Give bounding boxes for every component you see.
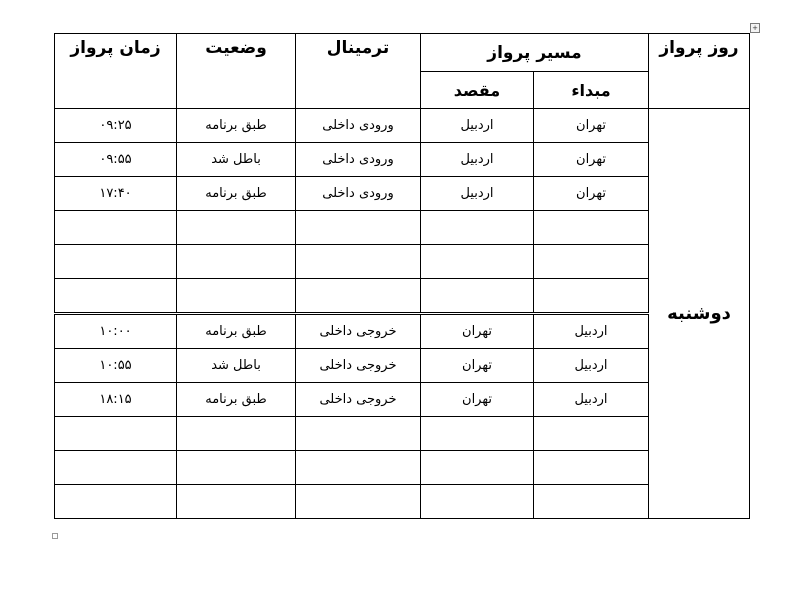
move-cross-icon[interactable]: + [750,23,760,33]
cell-destination[interactable] [421,211,534,245]
table-row [55,143,750,177]
cell-destination[interactable]: اردبیل [421,143,534,177]
cell-destination[interactable]: تهران [421,383,534,417]
cell-terminal[interactable] [296,245,421,279]
header-flight-time: زمان پرواز [55,34,177,109]
cell-flight-time[interactable] [55,245,177,279]
cell-origin[interactable] [534,279,649,314]
cell-terminal[interactable]: خروجی داخلی [296,383,421,417]
header-route: مسیر پرواز [421,34,649,72]
cell-flight-time[interactable]: ۰۹:۵۵ [55,143,177,177]
cell-origin[interactable] [534,451,649,485]
cell-origin[interactable] [534,485,649,519]
header-flight-day: روز پرواز [649,34,750,109]
cell-status[interactable] [177,211,296,245]
table-row [55,383,750,417]
cell-status[interactable] [177,279,296,314]
cell-destination[interactable]: تهران [421,314,534,349]
cell-terminal[interactable] [296,451,421,485]
table-row [55,211,750,245]
cell-origin[interactable] [534,245,649,279]
cell-terminal[interactable] [296,417,421,451]
header-origin: مبداء [534,72,649,109]
cell-flight-time[interactable] [55,485,177,519]
cell-status[interactable] [177,245,296,279]
table-row [55,279,750,314]
cell-terminal[interactable]: ورودی داخلی [296,109,421,143]
cell-origin[interactable]: تهران [534,177,649,211]
header-terminal: ترمینال [296,34,421,109]
cell-destination[interactable] [421,451,534,485]
cell-origin[interactable]: تهران [534,143,649,177]
flight-schedule-table [54,33,750,519]
cell-status[interactable]: طبق برنامه [177,109,296,143]
table-row [55,245,750,279]
cell-terminal[interactable]: خروجی داخلی [296,349,421,383]
cell-destination[interactable] [421,417,534,451]
cell-origin[interactable]: اردبیل [534,383,649,417]
cell-origin[interactable]: اردبیل [534,349,649,383]
cell-status[interactable]: باطل شد [177,349,296,383]
cell-terminal[interactable]: خروجی داخلی [296,314,421,349]
cell-terminal[interactable]: ورودی داخلی [296,177,421,211]
cell-origin[interactable] [534,211,649,245]
cell-flight-time[interactable]: ۱۰:۵۵ [55,349,177,383]
cell-status[interactable]: طبق برنامه [177,383,296,417]
cell-flight-time[interactable] [55,211,177,245]
resize-square-icon[interactable] [52,533,58,539]
cell-status[interactable]: باطل شد [177,143,296,177]
cell-status[interactable]: طبق برنامه [177,177,296,211]
cell-status[interactable] [177,417,296,451]
cell-flight-time[interactable] [55,417,177,451]
table-row [55,417,750,451]
cell-flight-day[interactable]: دوشنبه [649,109,750,519]
cell-status[interactable] [177,451,296,485]
cell-terminal[interactable]: ورودی داخلی [296,143,421,177]
cell-flight-time[interactable] [55,279,177,314]
cell-flight-time[interactable] [55,451,177,485]
cell-destination[interactable] [421,245,534,279]
cell-flight-time[interactable]: ۱۸:۱۵ [55,383,177,417]
cell-destination[interactable] [421,485,534,519]
cell-status[interactable]: طبق برنامه [177,314,296,349]
header-row [55,34,750,72]
cell-destination[interactable]: تهران [421,349,534,383]
cell-origin[interactable]: اردبیل [534,314,649,349]
cell-flight-time[interactable]: ۱۷:۴۰ [55,177,177,211]
table-row [55,349,750,383]
table-row [55,314,750,349]
cell-origin[interactable] [534,417,649,451]
cell-destination[interactable]: اردبیل [421,109,534,143]
table-row [55,177,750,211]
cell-destination[interactable]: اردبیل [421,177,534,211]
cell-flight-time[interactable]: ۱۰:۰۰ [55,314,177,349]
header-destination: مقصد [421,72,534,109]
table-row [55,109,750,143]
cell-status[interactable] [177,485,296,519]
cell-terminal[interactable] [296,279,421,314]
cell-terminal[interactable] [296,485,421,519]
table-row [55,451,750,485]
cell-origin[interactable]: تهران [534,109,649,143]
cell-flight-time[interactable]: ۰۹:۲۵ [55,109,177,143]
cell-destination[interactable] [421,279,534,314]
header-status: وضعیت [177,34,296,109]
table-row [55,485,750,519]
cell-terminal[interactable] [296,211,421,245]
